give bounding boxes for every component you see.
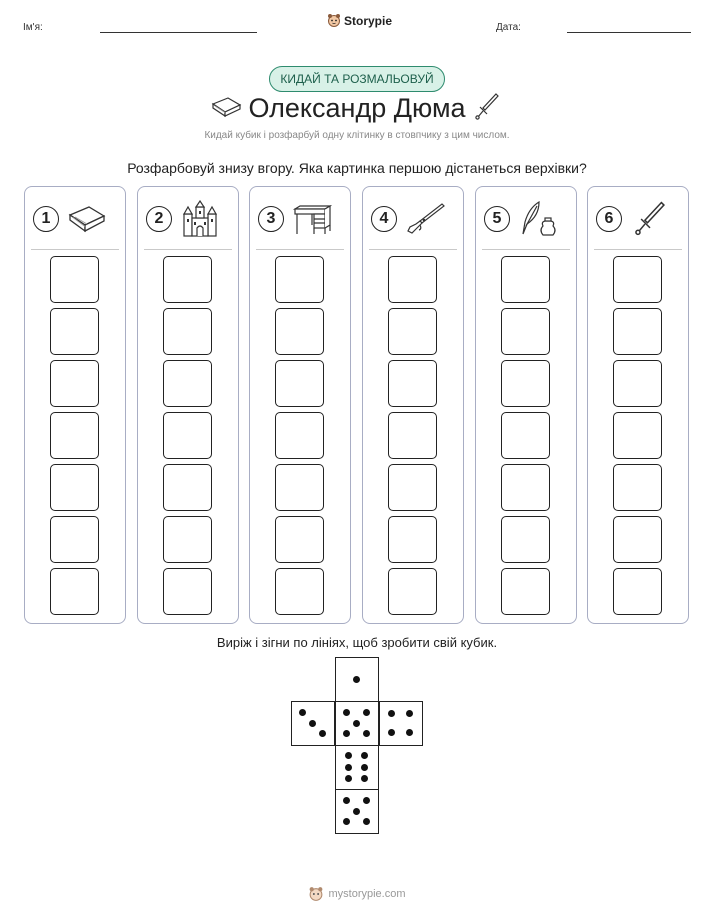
color-cell[interactable]: [388, 516, 437, 563]
activity-badge: КИДАЙ ТА РОЗМАЛЬОВУЙ: [269, 66, 445, 92]
color-cell[interactable]: [501, 568, 550, 615]
dice-pip: [363, 709, 370, 716]
color-cell[interactable]: [388, 568, 437, 615]
castle-icon: [180, 200, 220, 238]
color-cell[interactable]: [50, 256, 99, 303]
color-cell[interactable]: [613, 308, 662, 355]
color-cell[interactable]: [163, 308, 212, 355]
color-cell[interactable]: [275, 256, 324, 303]
column-number: 2: [146, 206, 172, 232]
dice-pip: [345, 764, 352, 771]
name-line: [100, 32, 257, 33]
color-cell[interactable]: [275, 360, 324, 407]
dice-pip: [361, 764, 368, 771]
desk-icon: [292, 201, 332, 237]
color-cell[interactable]: [388, 360, 437, 407]
storypie-mascot-icon: [308, 886, 324, 902]
dice-pip: [345, 775, 352, 782]
column-header: [146, 197, 230, 241]
dice-pip: [343, 730, 350, 737]
column-header: [371, 197, 455, 241]
color-cell[interactable]: [163, 256, 212, 303]
dice-pip: [363, 797, 370, 804]
column-number: 3: [258, 206, 284, 232]
dice-face-1: [335, 657, 379, 702]
dice-pip: [319, 730, 326, 737]
footer: [0, 886, 714, 902]
dice-face-6: [335, 745, 379, 790]
dice-pip: [353, 676, 360, 683]
date-line: [567, 32, 691, 33]
color-cell[interactable]: [501, 256, 550, 303]
footer-url: mystorypie.com: [328, 888, 406, 900]
color-cell[interactable]: [50, 308, 99, 355]
color-cell[interactable]: [388, 256, 437, 303]
dice-pip: [309, 720, 316, 727]
dice-face-3: [291, 701, 335, 746]
color-cell[interactable]: [501, 464, 550, 511]
color-cell[interactable]: [388, 464, 437, 511]
column-number: 6: [596, 206, 622, 232]
color-cell[interactable]: [501, 360, 550, 407]
dice-pip: [353, 720, 360, 727]
storypie-mascot-icon: [327, 13, 341, 28]
sword-icon: [474, 92, 500, 122]
name-label: Ім'я:: [23, 22, 43, 33]
color-cell[interactable]: [50, 568, 99, 615]
column-header: [596, 197, 680, 241]
color-cell[interactable]: [613, 360, 662, 407]
dice-pip: [363, 818, 370, 825]
column-1: [24, 186, 126, 624]
color-cell[interactable]: [163, 360, 212, 407]
column-number: 4: [371, 206, 397, 232]
color-cell[interactable]: [613, 464, 662, 511]
dice-face-5: [335, 789, 379, 834]
column-header: [33, 197, 117, 241]
dice-pip: [353, 808, 360, 815]
dice-face-4: [379, 701, 423, 746]
color-cell[interactable]: [163, 412, 212, 459]
color-cell[interactable]: [613, 568, 662, 615]
logo: [327, 13, 392, 28]
dice-pip: [406, 710, 413, 717]
sword-icon: [631, 200, 669, 238]
color-cell[interactable]: [50, 412, 99, 459]
dice-pip: [343, 818, 350, 825]
color-cell[interactable]: [50, 464, 99, 511]
column-4: [362, 186, 464, 624]
color-cell[interactable]: [613, 256, 662, 303]
column-3: [249, 186, 351, 624]
color-cell[interactable]: [163, 516, 212, 563]
dice-pip: [388, 710, 395, 717]
color-cell[interactable]: [275, 464, 324, 511]
column-6: [587, 186, 689, 624]
dice-pip: [361, 752, 368, 759]
instruction: Розфарбовуй знизу вгору. Яка картинка першою дістанеться верхівки?: [127, 160, 587, 176]
quill-inkwell-icon: [517, 200, 559, 238]
color-cell[interactable]: [501, 412, 550, 459]
logo-text: Storypie: [344, 13, 393, 28]
dice-pip: [299, 709, 306, 716]
column-header: [258, 197, 342, 241]
page-title: Олександр Дюма: [248, 93, 466, 123]
dice-pip: [361, 775, 368, 782]
color-cell[interactable]: [163, 568, 212, 615]
color-cell[interactable]: [163, 464, 212, 511]
color-cell[interactable]: [275, 412, 324, 459]
musket-icon: [404, 201, 446, 237]
dice-pip: [406, 729, 413, 736]
column-number: 1: [33, 206, 59, 232]
dice-face-5: [335, 701, 379, 746]
subtitle: Кидай кубик і розфарбуй одну клітинку в стовпчику з цим числом.: [204, 130, 510, 141]
color-cell[interactable]: [388, 308, 437, 355]
cut-instruction: Виріж і зігни по лініях, щоб зробити свій кубик.: [216, 635, 498, 650]
dice-pip: [343, 709, 350, 716]
dice-pip: [363, 730, 370, 737]
column-header: [484, 197, 568, 241]
dice-pip: [345, 752, 352, 759]
column-number: 5: [484, 206, 510, 232]
dice-pip: [388, 729, 395, 736]
color-cell[interactable]: [613, 516, 662, 563]
color-cell[interactable]: [501, 308, 550, 355]
book-icon: [67, 203, 107, 235]
color-cell[interactable]: [275, 568, 324, 615]
dice-pip: [343, 797, 350, 804]
column-2: [137, 186, 239, 624]
color-cell[interactable]: [275, 308, 324, 355]
color-cell[interactable]: [275, 516, 324, 563]
color-cell[interactable]: [50, 516, 99, 563]
date-label: Дата:: [496, 22, 521, 33]
color-cell[interactable]: [50, 360, 99, 407]
color-cell[interactable]: [501, 516, 550, 563]
color-cell[interactable]: [613, 412, 662, 459]
column-5: [475, 186, 577, 624]
color-cell[interactable]: [388, 412, 437, 459]
